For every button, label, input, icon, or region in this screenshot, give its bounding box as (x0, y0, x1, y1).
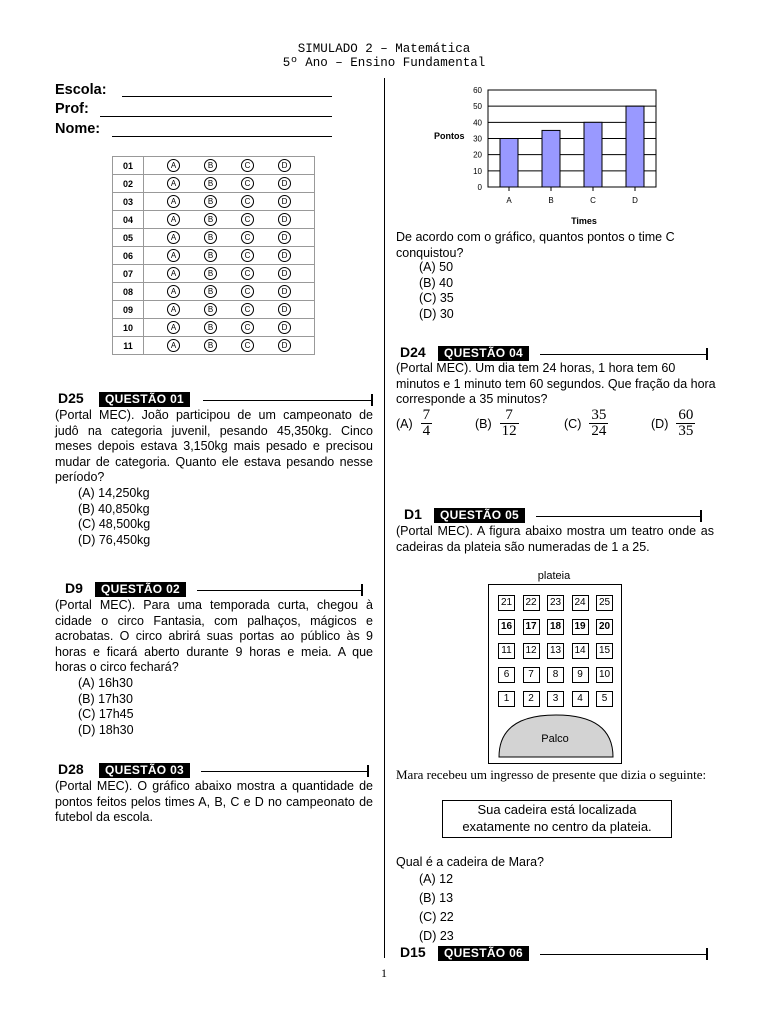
denominator: 24 (591, 423, 607, 439)
question-05-prompt: Qual é a cadeira de Mara? (396, 855, 545, 869)
answer-bubbles (144, 175, 315, 193)
option-d[interactable]: (D) 76,450kg (78, 532, 151, 547)
page-number: 1 (381, 966, 387, 980)
answer-bubble-d[interactable]: D (278, 321, 291, 334)
denominator: 4 (422, 423, 431, 439)
x-axis-label: Times (571, 216, 597, 226)
answer-bubble-d[interactable]: D (278, 231, 291, 244)
answer-bubble-d[interactable]: D (278, 195, 291, 208)
question-label: QUESTÃO 03 (99, 763, 190, 778)
option-d[interactable]: (D) 23 (419, 929, 454, 943)
answer-bubble-c[interactable]: C (241, 213, 254, 226)
answer-bubbles (144, 265, 315, 283)
seat: 10 (596, 667, 613, 683)
question-04-header (396, 344, 712, 362)
question-02-header (55, 580, 365, 598)
option-label: (A) (396, 416, 413, 431)
name-field[interactable] (112, 136, 332, 137)
header-rule-end (371, 394, 373, 406)
answer-bubble-d[interactable]: D (278, 249, 291, 262)
answer-row-number: 08 (113, 283, 144, 301)
answer-bubble-d[interactable]: D (278, 339, 291, 352)
question-05-header (396, 506, 706, 524)
answer-bubble-d[interactable]: D (278, 177, 291, 190)
answer-row-number: 03 (113, 193, 144, 211)
header-rule-end (706, 348, 708, 360)
answer-bubble-c[interactable]: C (241, 303, 254, 316)
answer-bubble-a[interactable]: A (167, 249, 180, 262)
seat: 16 (498, 619, 515, 635)
seat: 1 (498, 691, 515, 707)
answer-bubble-a[interactable]: A (167, 321, 180, 334)
name-label: Nome: (55, 121, 101, 137)
answer-bubble-a[interactable]: A (167, 339, 180, 352)
option-a[interactable]: (A) 50 (419, 260, 454, 274)
y-tick-label: 60 (473, 86, 482, 95)
answer-bubble-a[interactable]: A (167, 177, 180, 190)
seat: 2 (523, 691, 540, 707)
seat: 8 (547, 667, 564, 683)
bar-a (500, 139, 518, 188)
answer-bubble-b[interactable]: B (204, 159, 217, 172)
answer-bubbles (144, 283, 315, 301)
fraction (421, 408, 433, 439)
answer-bubble-a[interactable]: A (167, 285, 180, 298)
numerator: 35 (591, 407, 607, 423)
answer-bubble-c[interactable]: C (241, 267, 254, 280)
answer-bubble-c[interactable]: C (241, 195, 254, 208)
seat: 11 (498, 643, 515, 659)
option-c[interactable]: (C) 22 (419, 910, 454, 924)
header-rule (540, 954, 706, 955)
seat: 7 (523, 667, 540, 683)
option-label: (B) (475, 416, 492, 431)
seat: 17 (523, 619, 540, 635)
option-b[interactable]: (B) 40,850kg (78, 501, 150, 516)
answer-bubble-c[interactable]: C (241, 177, 254, 190)
header-rule-end (700, 510, 702, 522)
seat: 5 (596, 691, 613, 707)
y-axis-label: Pontos (434, 131, 465, 141)
answer-bubbles (144, 337, 315, 355)
y-tick-label: 0 (477, 183, 482, 192)
option-b[interactable]: (B) 13 (419, 891, 454, 905)
answer-bubble-c[interactable]: C (241, 285, 254, 298)
descriptor-code: D28 (58, 761, 84, 777)
descriptor-code: D25 (58, 390, 84, 406)
option-c[interactable]: (C) 48,500kg (78, 517, 151, 531)
ticket-box (442, 800, 672, 838)
answer-row (113, 175, 315, 193)
question-05-text: (Portal MEC). A figura abaixo mostra um teatro onde as cadeiras da plateia são numeradas de 1 a 25. (396, 524, 714, 554)
answer-bubble-b[interactable]: B (204, 231, 217, 244)
seat: 24 (572, 595, 589, 611)
numerator: 7 (422, 407, 431, 423)
answer-bubble-a[interactable]: A (167, 195, 180, 208)
answer-bubble-c[interactable]: C (241, 339, 254, 352)
x-tick-label: B (548, 196, 554, 205)
header-rule-end (706, 948, 708, 960)
seat: 18 (547, 619, 564, 635)
column-divider (384, 78, 385, 958)
fraction (500, 408, 519, 439)
answer-bubble-d[interactable]: D (278, 213, 291, 226)
descriptor-code: D1 (404, 506, 422, 522)
option-label: (D) (651, 416, 669, 431)
seat: 23 (547, 595, 564, 611)
denominator: 35 (678, 423, 694, 439)
x-tick-label: C (590, 196, 596, 205)
option-d[interactable] (651, 408, 695, 439)
option-b[interactable]: (B) 40 (419, 275, 454, 290)
question-label: QUESTÃO 04 (438, 346, 529, 361)
header-rule (197, 590, 361, 591)
answer-sheet (112, 156, 315, 355)
question-label: QUESTÃO 06 (438, 946, 529, 961)
fraction (676, 408, 695, 439)
audience-label: plateia (537, 570, 571, 582)
question-03-header (55, 761, 373, 779)
answer-bubble-b[interactable]: B (204, 339, 217, 352)
answer-bubble-b[interactable]: B (204, 177, 217, 190)
ticket-line-1: Sua cadeira está localizada (477, 802, 637, 817)
bar-c (584, 122, 602, 187)
ticket-line-2: exatamente no centro da plateia. (462, 819, 652, 834)
answer-bubble-a[interactable]: A (167, 303, 180, 316)
school-label: Escola: (55, 82, 107, 98)
option-d[interactable]: (D) 18h30 (78, 722, 134, 737)
y-tick-label: 20 (473, 150, 482, 160)
seat: 9 (572, 667, 589, 683)
answer-row (113, 157, 315, 175)
header-rule (201, 771, 367, 772)
option-c[interactable] (564, 408, 608, 439)
answer-bubbles (144, 157, 315, 175)
option-b[interactable] (475, 408, 519, 439)
seat: 20 (596, 619, 613, 635)
school-field[interactable] (122, 96, 332, 97)
answer-row (113, 229, 315, 247)
option-d[interactable]: (D) 30 (419, 306, 454, 321)
answer-bubble-b[interactable]: B (204, 195, 217, 208)
option-c[interactable]: (C) 17h45 (78, 707, 134, 721)
answer-bubble-d[interactable]: D (278, 303, 291, 316)
answer-row-number: 07 (113, 265, 144, 283)
header-rule-end (361, 584, 363, 596)
seat: 4 (572, 691, 589, 707)
question-01-options (78, 486, 150, 548)
header-rule (540, 354, 706, 355)
answer-bubble-a[interactable]: A (167, 267, 180, 280)
seat: 3 (547, 691, 564, 707)
numerator: 7 (505, 407, 513, 423)
answer-bubble-c[interactable]: C (241, 249, 254, 262)
answer-row-number: 10 (113, 319, 144, 337)
header-rule (536, 516, 700, 517)
answer-bubbles (144, 229, 315, 247)
answer-row-number: 02 (113, 175, 144, 193)
seat: 14 (572, 643, 589, 659)
answer-row (113, 319, 315, 337)
answer-row (113, 301, 315, 319)
answer-row-number: 06 (113, 247, 144, 265)
question-06-header (396, 944, 712, 962)
question-05-options (419, 870, 454, 946)
answer-bubble-b[interactable]: B (204, 285, 217, 298)
seat: 12 (523, 643, 540, 659)
question-04-options (396, 408, 716, 442)
answer-row (113, 247, 315, 265)
answer-row-number: 05 (113, 229, 144, 247)
seat: 25 (596, 595, 613, 611)
seat: 6 (498, 667, 515, 683)
answer-bubbles (144, 319, 315, 337)
descriptor-code: D9 (65, 580, 83, 596)
option-label: (C) (564, 416, 582, 431)
question-01-text: (Portal MEC). João participou de um campeonato de judô na categoria juvenil, pesando 45,350kg. Cinco meses depois estava 3,150kg mais pesado e precisou mudar de categoria. Quanto ele estava pesando nesse período? (55, 408, 373, 484)
option-a[interactable]: (A) 14,250kg (78, 486, 150, 500)
answer-bubble-a[interactable]: A (167, 231, 180, 244)
option-c[interactable]: (C) 35 (419, 291, 454, 305)
answer-row (113, 283, 315, 301)
teacher-field[interactable] (100, 116, 332, 117)
answer-bubbles (144, 211, 315, 229)
question-02-text: (Portal MEC). Para uma temporada curta, chegou à cidade o circo Fantasia, com palhaços, mágicos e acrobatas. O circo abrirá suas portas ao público às 9 horas e ficará aberto durante 9 horas e meia. A que horas o circo fechará? (55, 598, 373, 674)
answer-bubble-b[interactable]: B (204, 267, 217, 280)
y-tick-label: 30 (473, 134, 482, 144)
option-a[interactable] (396, 408, 432, 439)
x-tick-label: A (506, 196, 512, 205)
page-subtitle: 5º Ano – Ensino Fundamental (282, 56, 486, 70)
teacher-label: Prof: (55, 101, 89, 117)
question-04-text: (Portal MEC). Um dia tem 24 horas, 1 hora tem 60 minutos e 1 minuto tem 60 segundos. Que fração da hora corresponde a 35 minutos? (396, 361, 716, 406)
y-tick-label: 50 (473, 102, 482, 112)
seat: 21 (498, 595, 515, 611)
header-rule (203, 400, 371, 401)
answer-bubble-c[interactable]: C (241, 159, 254, 172)
page-title: SIMULADO 2 – Matemática (297, 42, 471, 56)
seat: 22 (523, 595, 540, 611)
question-01-header (55, 390, 373, 408)
answer-bubble-b[interactable]: B (204, 213, 217, 226)
answer-bubbles (144, 247, 315, 265)
option-b[interactable]: (B) 17h30 (78, 691, 133, 706)
bar-b (542, 130, 560, 187)
question-03-text: (Portal MEC). O gráfico abaixo mostra a quantidade de pontos feitos pelos times A, B, C e D no campeonato de futebol da escola. (55, 779, 373, 824)
numerator: 60 (678, 407, 694, 423)
answer-bubble-d[interactable]: D (278, 285, 291, 298)
answer-bubble-c[interactable]: C (241, 231, 254, 244)
answer-row (113, 193, 315, 211)
fraction (589, 408, 608, 439)
seat: 19 (572, 619, 589, 635)
answer-row (113, 211, 315, 229)
stage-label: Palco (541, 733, 569, 745)
answer-bubble-a[interactable]: A (167, 213, 180, 226)
question-label: QUESTÃO 02 (95, 582, 186, 597)
question-label: QUESTÃO 05 (434, 508, 525, 523)
descriptor-code: D15 (400, 944, 426, 960)
answer-bubble-d[interactable]: D (278, 267, 291, 280)
answer-bubbles (144, 301, 315, 319)
answer-bubbles (144, 193, 315, 211)
answer-bubble-b[interactable]: B (204, 303, 217, 316)
bar-d (626, 106, 644, 187)
question-03-options (419, 260, 454, 322)
answer-row-number: 11 (113, 337, 144, 355)
answer-bubble-d[interactable]: D (278, 159, 291, 172)
option-a[interactable]: (A) 16h30 (78, 676, 133, 690)
question-02-options (78, 676, 134, 738)
answer-bubble-c[interactable]: C (241, 321, 254, 334)
header-rule-end (367, 765, 369, 777)
question-03-prompt: De acordo com o gráfico, quantos pontos o time C conquistou? (396, 230, 675, 260)
answer-row (113, 265, 315, 283)
question-label: QUESTÃO 01 (99, 392, 190, 407)
answer-bubble-b[interactable]: B (204, 321, 217, 334)
ticket-intro: Mara recebeu um ingresso de presente que dizia o seguinte: (396, 767, 707, 782)
answer-row-number: 04 (113, 211, 144, 229)
seat: 15 (596, 643, 613, 659)
y-tick-label: 40 (473, 118, 482, 128)
theater-diagram (488, 584, 622, 764)
answer-row (113, 337, 315, 355)
answer-row-number: 09 (113, 301, 144, 319)
descriptor-code: D24 (400, 344, 426, 360)
seat: 13 (547, 643, 564, 659)
option-a[interactable]: (A) 12 (419, 872, 454, 886)
answer-bubble-a[interactable]: A (167, 159, 180, 172)
points-bar-chart (400, 82, 700, 230)
y-tick-label: 10 (473, 166, 482, 176)
answer-bubble-b[interactable]: B (204, 249, 217, 262)
x-tick-label: D (632, 196, 638, 205)
denominator: 12 (501, 423, 517, 439)
answer-row-number: 01 (113, 157, 144, 175)
